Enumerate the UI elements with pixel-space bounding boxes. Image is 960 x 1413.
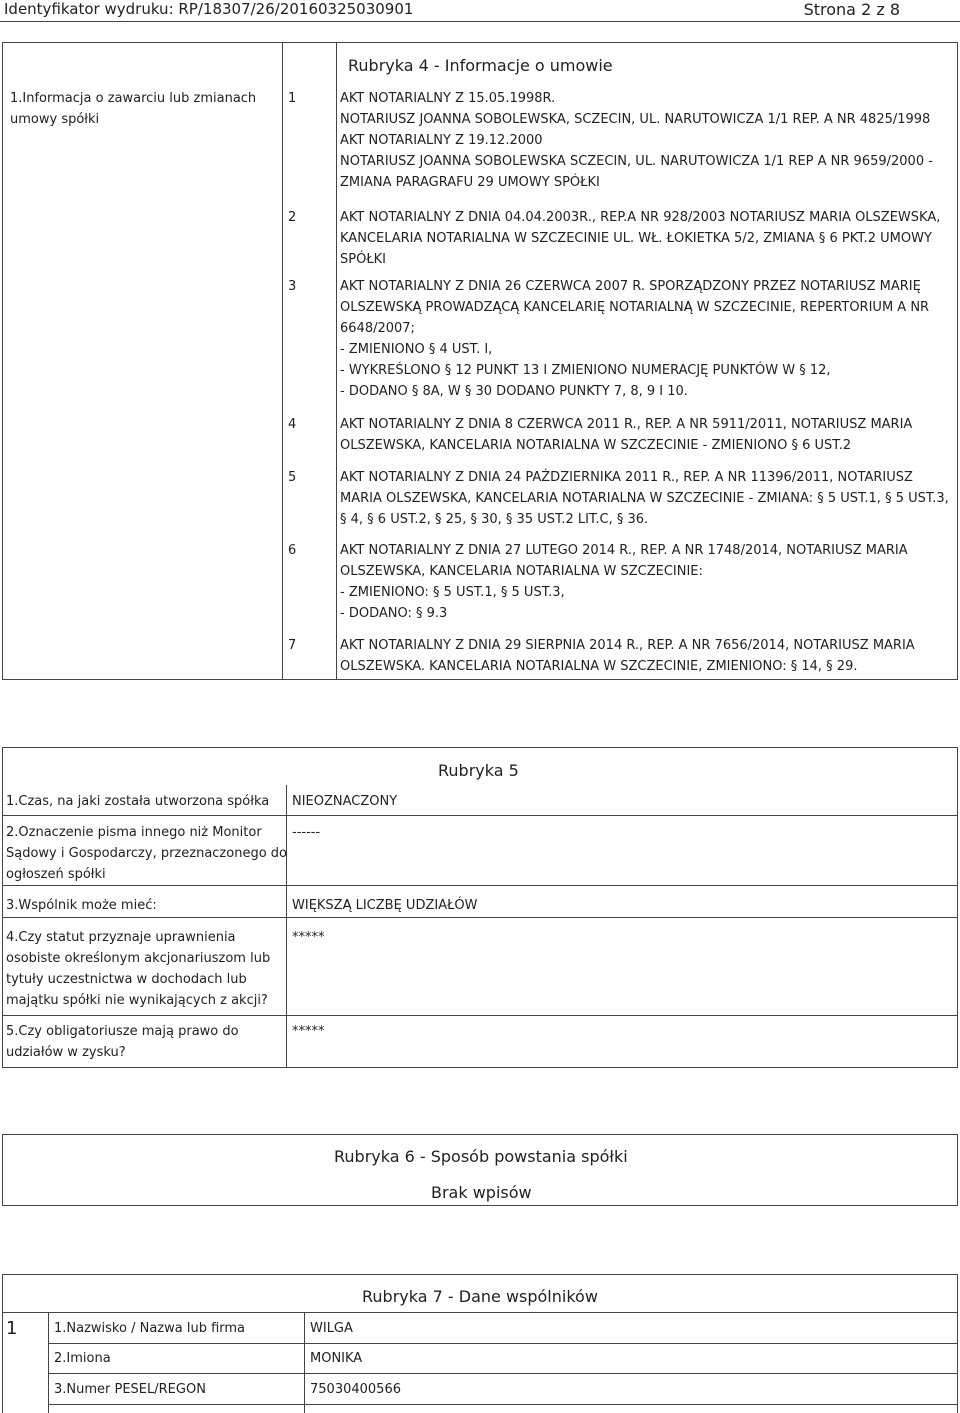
field-label: osobiste określonym akcjonariuszom lub bbox=[6, 951, 271, 966]
rubryka-7-title: Rubryka 7 - Dane wspólników bbox=[362, 1287, 598, 1306]
field-value: ***** bbox=[292, 930, 325, 945]
entry-text-line: AKT NOTARIALNY Z DNIA 26 CZERWCA 2007 R. SPORZĄDZONY PRZEZ NOTARIUSZ MARIĘ bbox=[340, 279, 921, 294]
field-value: NIEOZNACZONY bbox=[292, 794, 398, 809]
rubryka-7-column-divider bbox=[304, 1312, 305, 1413]
entry-text-line: - ZMIENIONO: § 5 UST.1, § 5 UST.3, bbox=[340, 585, 565, 600]
entry-text bbox=[340, 276, 940, 402]
row-divider bbox=[48, 1404, 958, 1405]
field-label: 4.Czy statut przyznaje uprawnienia bbox=[6, 930, 236, 945]
row-divider bbox=[2, 917, 958, 918]
rubryka-4-label-line-2: umowy spółki bbox=[10, 112, 100, 127]
entry-text-line: AKT NOTARIALNY Z 15.05.1998R. bbox=[340, 91, 556, 106]
field-label: majątku spółki nie wynikających z akcji? bbox=[6, 993, 268, 1008]
field-label: tytuły uczestnictwa w dochodach lub bbox=[6, 972, 247, 987]
field-value: ------ bbox=[292, 825, 321, 840]
rubryka-4-label-line-1: 1.Informacja o zawarciu lub zmianach bbox=[10, 91, 257, 106]
rubryka-7-entry-number: 1 bbox=[6, 1318, 18, 1339]
entry-text-line: 6648/2007; bbox=[340, 321, 415, 336]
entry-text-line: NOTARIUSZ JOANNA SOBOLEWSKA, SCZECIN, UL. NARUTOWICZA 1/1 REP. A NR 4825/1998 bbox=[340, 112, 931, 127]
field-value: 75030400566 bbox=[310, 1382, 401, 1397]
field-label: 2.Imiona bbox=[54, 1351, 111, 1366]
entry-number: 6 bbox=[288, 543, 297, 558]
entry-text-line: MARIA OLSZEWSKA, KANCELARIA NOTARIALNA W SZCZECINIE - ZMIANA: § 5 UST.1, § 5 UST.3, bbox=[340, 491, 949, 506]
entry-text bbox=[340, 414, 940, 456]
entry-number: 7 bbox=[288, 638, 297, 653]
field-value: ***** bbox=[292, 1024, 325, 1039]
entry-number: 2 bbox=[288, 210, 297, 225]
entry-text bbox=[340, 207, 940, 270]
row-divider bbox=[2, 1015, 958, 1016]
entry-text-line: OLSZEWSKA. KANCELARIA NOTARIALNA W SZCZECINIE, ZMIENIONO: § 14, § 29. bbox=[340, 659, 858, 674]
entry-text-line: AKT NOTARIALNY Z DNIA 27 LUTEGO 2014 R., REP. A NR 1748/2014, NOTARIUSZ MARIA bbox=[340, 543, 908, 558]
print-identifier: Identyfikator wydruku: RP/18307/26/20160325030901 bbox=[4, 0, 414, 18]
rubryka-7-title-divider bbox=[2, 1312, 958, 1313]
row-divider bbox=[48, 1343, 958, 1344]
entry-text-line: OLSZEWSKA, KANCELARIA NOTARIALNA W SZCZECINIE: bbox=[340, 564, 703, 579]
entry-text-line: KANCELARIA NOTARIALNA W SZCZECINIE UL. WŁ. ŁOKIETKA 5/2, ZMIANA § 6 PKT.2 UMOWY bbox=[340, 231, 932, 246]
field-label: ogłoszeń spółki bbox=[6, 867, 106, 882]
row-divider bbox=[2, 885, 958, 886]
field-value: WILGA bbox=[310, 1321, 353, 1336]
entry-text-line: OLSZEWSKA, KANCELARIA NOTARIALNA W SZCZECINIE - ZMIENIONO § 6 UST.2 bbox=[340, 438, 852, 453]
field-label: 3.Numer PESEL/REGON bbox=[54, 1382, 206, 1397]
field-label: 1.Nazwisko / Nazwa lub firma bbox=[54, 1321, 246, 1336]
entry-text-line: AKT NOTARIALNY Z 19.12.2000 bbox=[340, 133, 543, 148]
print-header bbox=[0, 0, 960, 18]
entry-text-line: - ZMIENIONO § 4 UST. I, bbox=[340, 342, 493, 357]
entry-text bbox=[340, 88, 940, 193]
rubryka-5-column-divider bbox=[286, 785, 287, 1068]
field-label: 2.Oznaczenie pisma innego niż Monitor bbox=[6, 825, 262, 840]
entry-text bbox=[340, 540, 940, 624]
field-label: 5.Czy obligatoriusze mają prawo do bbox=[6, 1024, 239, 1039]
header-divider bbox=[0, 21, 960, 22]
field-value: WIĘKSZĄ LICZBĘ UDZIAŁÓW bbox=[292, 898, 478, 913]
entry-text-line: AKT NOTARIALNY Z DNIA 8 CZERWCA 2011 R., REP. A NR 5911/2011, NOTARIUSZ MARIA bbox=[340, 417, 913, 432]
rubryka-4-title: Rubryka 4 - Informacje o umowie bbox=[348, 56, 613, 75]
entry-text-line: AKT NOTARIALNY Z DNIA 29 SIERPNIA 2014 R., REP. A NR 7656/2014, NOTARIUSZ MARIA bbox=[340, 638, 915, 653]
rubryka-6-title: Rubryka 6 - Sposób powstania spółki bbox=[334, 1147, 628, 1166]
field-label: Sądowy i Gospodarczy, przeznaczonego do bbox=[6, 846, 287, 861]
field-value: MONIKA bbox=[310, 1351, 363, 1366]
rubryka-4-number-divider bbox=[336, 42, 337, 680]
entry-number: 4 bbox=[288, 417, 297, 432]
rubryka-6-value: Brak wpisów bbox=[431, 1183, 532, 1202]
entry-text-line: SPÓŁKI bbox=[340, 252, 386, 267]
entry-text-line: OLSZEWSKĄ PROWADZĄCĄ KANCELARIĘ NOTARIALNĄ W SZCZECINIE, REPERTORIUM A NR bbox=[340, 300, 930, 315]
page-number: Strona 2 z 8 bbox=[803, 0, 900, 19]
rubryka-5-title: Rubryka 5 bbox=[438, 761, 519, 780]
field-label: udziałów w zysku? bbox=[6, 1045, 126, 1060]
entry-text-line: NOTARIUSZ JOANNA SOBOLEWSKA SCZECIN, UL. NARUTOWICZA 1/1 REP A NR 9659/2000 - bbox=[340, 154, 933, 169]
entry-number: 3 bbox=[288, 279, 297, 294]
entry-number: 5 bbox=[288, 470, 297, 485]
field-label: 3.Wspólnik może mieć: bbox=[6, 898, 157, 913]
entry-text bbox=[340, 635, 940, 677]
row-divider bbox=[48, 1373, 958, 1374]
entry-text-line: AKT NOTARIALNY Z DNIA 04.04.2003R., REP.A NR 928/2003 NOTARIUSZ MARIA OLSZEWSKA, bbox=[340, 210, 941, 225]
row-divider bbox=[2, 815, 958, 816]
entry-number: 1 bbox=[288, 91, 297, 106]
entry-text-line: - DODANO § 8A, W § 30 DODANO PUNKTY 7, 8, 9 I 10. bbox=[340, 384, 688, 399]
rubryka-7-number-divider bbox=[48, 1312, 49, 1413]
field-label: 1.Czas, na jaki została utworzona spółka bbox=[6, 794, 270, 809]
entry-text-line: - DODANO: § 9.3 bbox=[340, 606, 448, 621]
entry-text bbox=[340, 467, 949, 530]
rubryka-4-column-divider bbox=[282, 42, 283, 680]
entry-text-line: AKT NOTARIALNY Z DNIA 24 PAŹDZIERNIKA 2011 R., REP. A NR 11396/2011, NOTARIUSZ bbox=[340, 470, 913, 485]
entry-text-line: - WYKREŚLONO § 12 PUNKT 13 I ZMIENIONO NUMERACJĘ PUNKTÓW W § 12, bbox=[340, 363, 831, 378]
entry-text-line: ZMIANA PARAGRAFU 29 UMOWY SPÓŁKI bbox=[340, 175, 600, 190]
entry-text-line: § 4, § 6 UST.2, § 25, § 30, § 35 UST.2 LIT.C, § 36. bbox=[340, 512, 649, 527]
